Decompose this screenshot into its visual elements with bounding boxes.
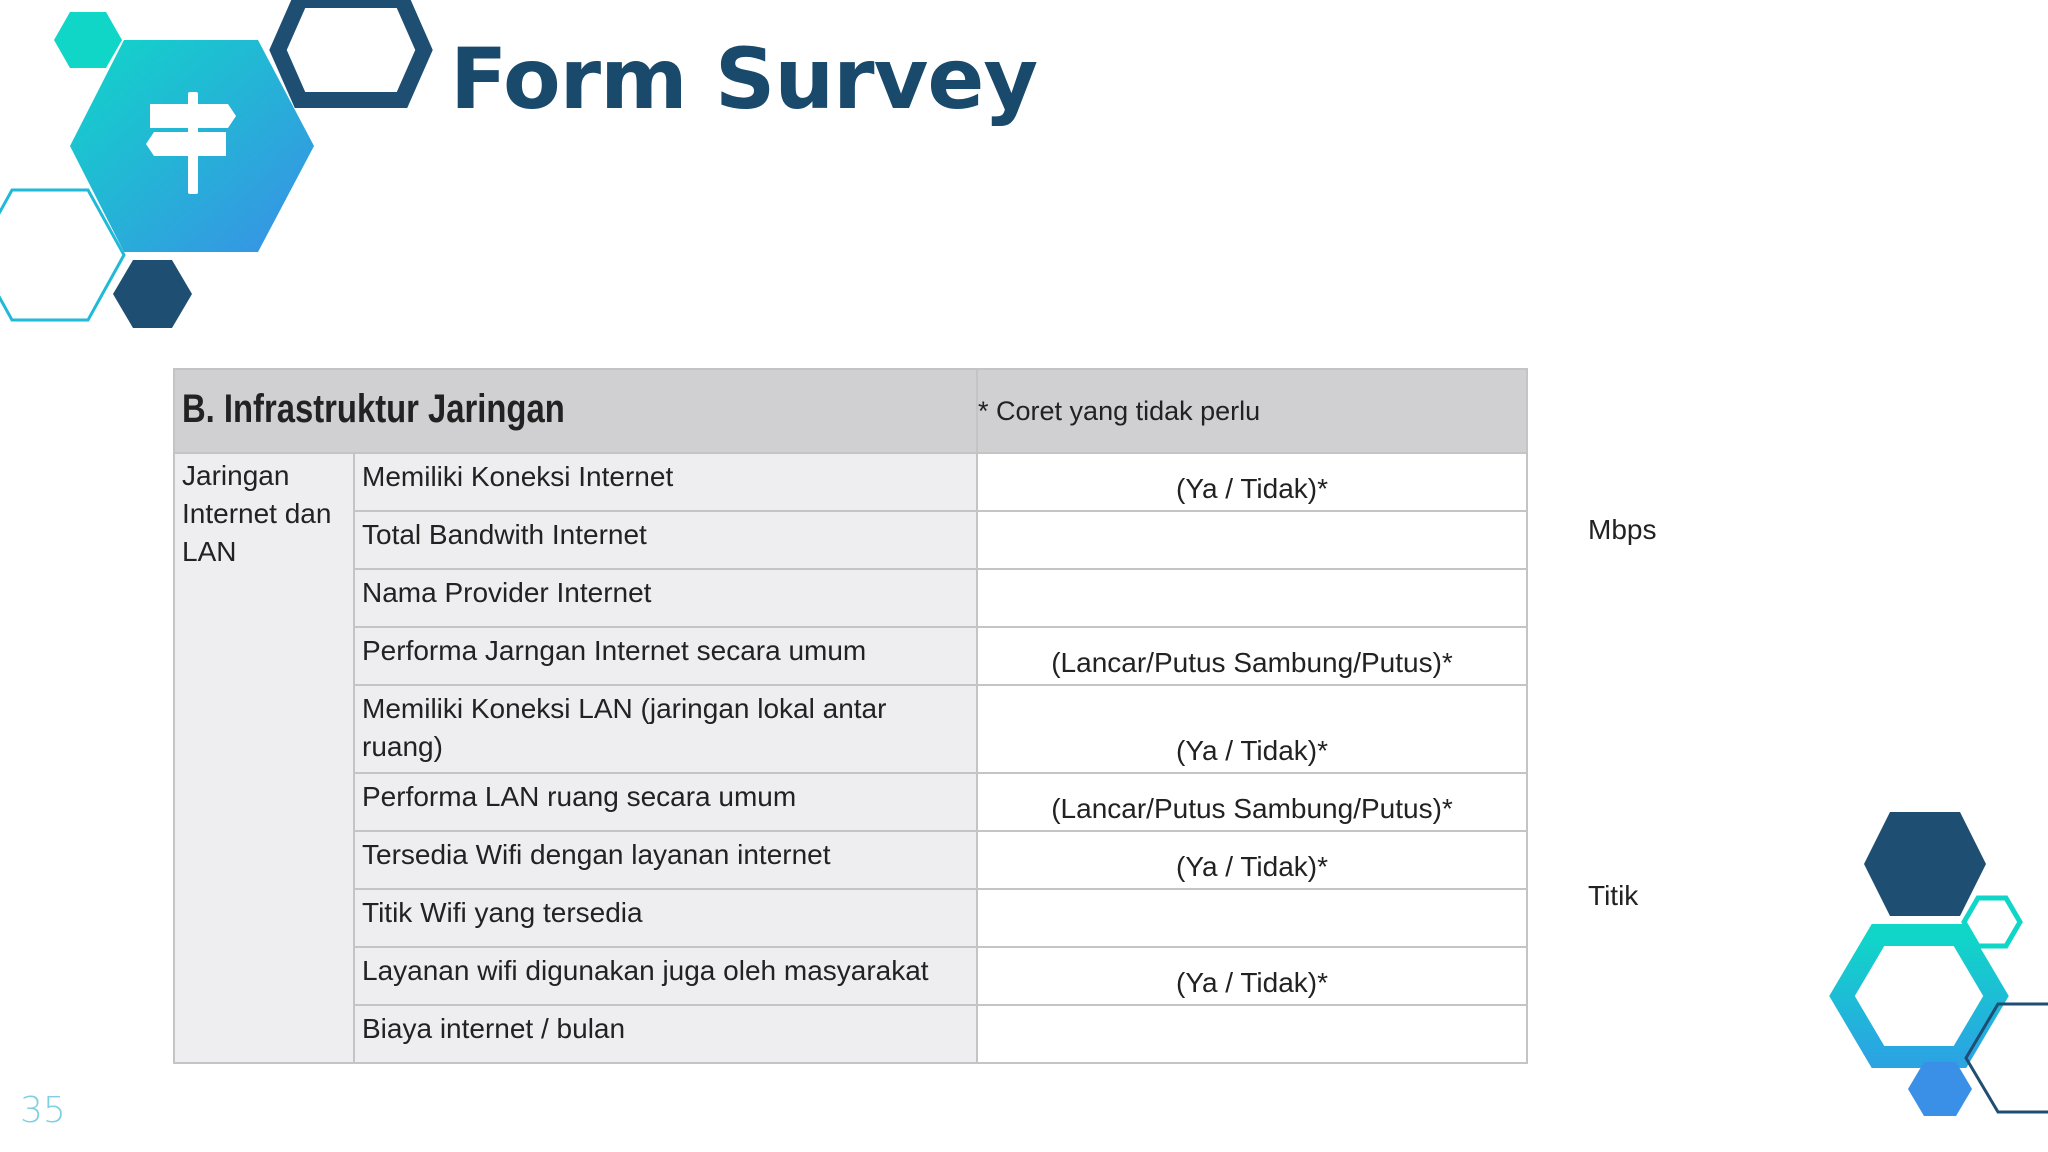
item-value[interactable]: (Ya / Tidak)*: [977, 831, 1527, 889]
table-row: [174, 831, 1527, 889]
section-header-row: [174, 369, 1527, 453]
page-title: Form Survey: [450, 30, 1038, 128]
item-label: Memiliki Koneksi Internet: [354, 453, 977, 511]
unit-label-bandwidth: Mbps: [1588, 514, 1657, 545]
survey-table: [173, 368, 1528, 1064]
hexagon-navy-right: [1864, 812, 1986, 916]
section-note: * Coret yang tidak perlu: [977, 369, 1527, 453]
hexagon-small-navy: [113, 260, 192, 328]
section-title: B. Infrastruktur Jaringan: [182, 387, 565, 431]
table-row: [174, 773, 1527, 831]
table-row: [174, 627, 1527, 685]
item-label: Performa LAN ruang secara umum: [354, 773, 977, 831]
page-number: 35: [20, 1090, 66, 1131]
item-label: Biaya internet / bulan: [354, 1005, 977, 1063]
item-label: Total Bandwith Internet: [354, 511, 977, 569]
unit-label-wifi-points: Titik: [1588, 880, 1639, 911]
item-value[interactable]: (Ya / Tidak)*: [977, 685, 1527, 773]
table-row: [174, 685, 1527, 773]
item-label: Memiliki Koneksi LAN (jaringan lokal antar ruang): [354, 685, 977, 773]
item-label: Nama Provider Internet: [354, 569, 977, 627]
item-value[interactable]: [977, 511, 1527, 569]
hexagon-outline-navy: [278, 0, 424, 100]
item-value[interactable]: (Ya / Tidak)*: [977, 453, 1527, 511]
table-row: [174, 889, 1527, 947]
table-row: [174, 511, 1527, 569]
section-title-cell: [174, 369, 977, 453]
table-row: [174, 1005, 1527, 1063]
category-cell: Jaringan Internet dan LAN: [174, 453, 354, 1063]
item-value[interactable]: (Lancar/Putus Sambung/Putus)*: [977, 773, 1527, 831]
hexagon-outline-gradient: [1842, 935, 1996, 1057]
item-label: Titik Wifi yang tersedia: [354, 889, 977, 947]
hexagon-small-teal: [54, 12, 122, 68]
item-value[interactable]: [977, 889, 1527, 947]
item-label: Tersedia Wifi dengan layanan internet: [354, 831, 977, 889]
item-value[interactable]: [977, 569, 1527, 627]
item-value[interactable]: [977, 1005, 1527, 1063]
hexagon-small-blue: [1908, 1062, 1972, 1116]
table-row: [174, 453, 1527, 511]
item-value[interactable]: (Ya / Tidak)*: [977, 947, 1527, 1005]
item-value[interactable]: (Lancar/Putus Sambung/Putus)*: [977, 627, 1527, 685]
item-label: Layanan wifi digunakan juga oleh masyarakat: [354, 947, 977, 1005]
table-row: [174, 569, 1527, 627]
table-row: [174, 947, 1527, 1005]
item-label: Performa Jarngan Internet secara umum: [354, 627, 977, 685]
